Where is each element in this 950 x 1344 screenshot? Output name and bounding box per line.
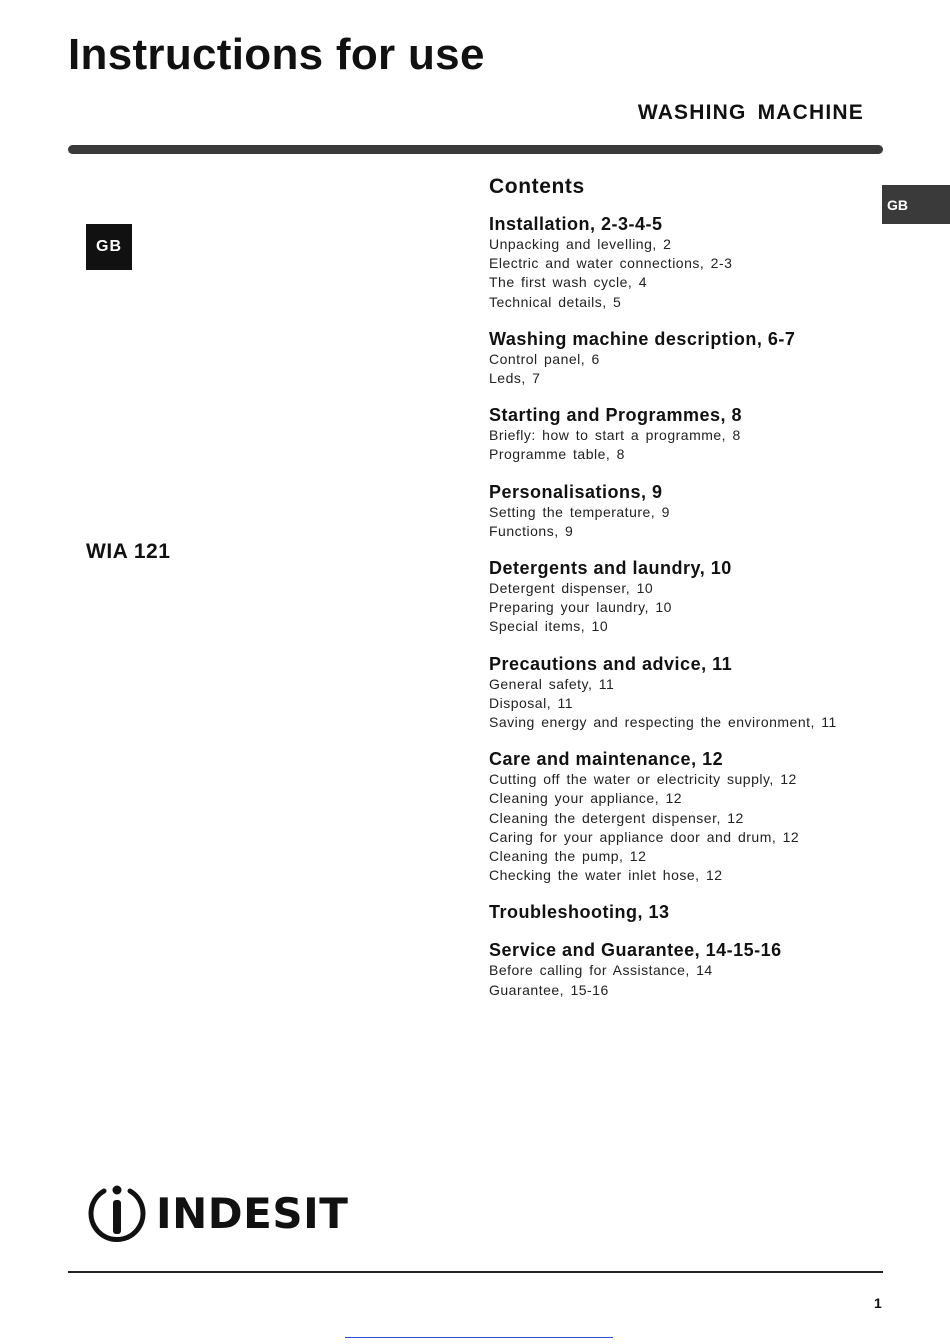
toc-item: Control panel, 6 — [489, 350, 600, 367]
toc-section — [489, 939, 879, 999]
toc-section — [489, 481, 879, 541]
toc-item: Unpacking and levelling, 2 — [489, 236, 672, 252]
toc-item: Special items, 10 — [489, 618, 609, 635]
toc-section — [489, 653, 879, 733]
toc-item: The first wash cycle, 4 — [489, 274, 647, 291]
toc-item: Checking the water inlet hose, 12 — [489, 867, 723, 884]
toc-sections — [489, 213, 879, 1000]
header-divider-bar — [68, 145, 883, 154]
indesit-logo-icon — [86, 1183, 148, 1243]
toc-section — [489, 748, 879, 885]
page-title: Instructions for use — [68, 30, 485, 79]
toc-item: Technical details, 5 — [489, 293, 622, 310]
contents-heading: Contents — [489, 175, 585, 198]
toc-item: Guarantee, 15-16 — [489, 981, 609, 998]
toc-section-title: Care and maintenance, 12 — [489, 749, 724, 770]
toc-item: Cutting off the water or electricity supply, 12 — [489, 771, 797, 788]
toc-section-title: Personalisations, 9 — [489, 481, 663, 502]
brand-logo — [86, 1183, 348, 1243]
toc-item: Caring for your appliance door and drum, 12 — [489, 828, 800, 845]
toc-section-title: Washing machine description, 6-7 — [489, 328, 796, 349]
footer-rule — [68, 1271, 883, 1273]
toc-section-title: Service and Guarantee, 14-15-16 — [489, 940, 782, 961]
page-number: 1 — [874, 1295, 882, 1311]
toc-item: General safety, 11 — [489, 675, 615, 692]
language-badge: GB — [86, 224, 132, 270]
toc-section — [489, 213, 879, 312]
language-side-tab: GB — [882, 185, 950, 224]
product-type: WASHING MACHINE — [637, 101, 864, 124]
toc-item: Saving energy and respecting the environment, 11 — [489, 714, 837, 731]
toc-item: Functions, 9 — [489, 522, 574, 539]
toc-item: Briefly: how to start a programme, 8 — [489, 427, 741, 444]
toc-section-title: Installation, 2-3-4-5 — [489, 214, 663, 234]
toc-item: Preparing your laundry, 10 — [489, 599, 672, 616]
toc-section-title: Detergents and laundry, 10 — [489, 558, 732, 579]
toc-item: Disposal, 11 — [489, 694, 574, 711]
toc-item: Programme table, 8 — [489, 446, 625, 463]
toc-item: Before calling for Assistance, 14 — [489, 962, 713, 979]
footer-link-underline — [345, 1337, 613, 1338]
model-number: WIA 121 — [86, 540, 171, 563]
toc-item: Electric and water connections, 2-3 — [489, 255, 733, 272]
toc-item: Setting the temperature, 9 — [489, 503, 670, 520]
table-of-contents — [489, 175, 879, 1016]
toc-section — [489, 404, 879, 464]
toc-section-title: Starting and Programmes, 8 — [489, 405, 743, 426]
toc-item: Cleaning the pump, 12 — [489, 848, 647, 865]
brand-name: INDESIT — [156, 1188, 349, 1238]
toc-item: Cleaning the detergent dispenser, 12 — [489, 809, 744, 826]
toc-section — [489, 557, 879, 637]
toc-item: Cleaning your appliance, 12 — [489, 790, 683, 807]
toc-item: Leds, 7 — [489, 370, 541, 387]
toc-section-title: Precautions and advice, 11 — [489, 653, 733, 674]
toc-section — [489, 328, 879, 388]
toc-item: Detergent dispenser, 10 — [489, 580, 654, 597]
toc-section — [489, 901, 879, 923]
toc-section-title: Troubleshooting, 13 — [489, 902, 670, 923]
